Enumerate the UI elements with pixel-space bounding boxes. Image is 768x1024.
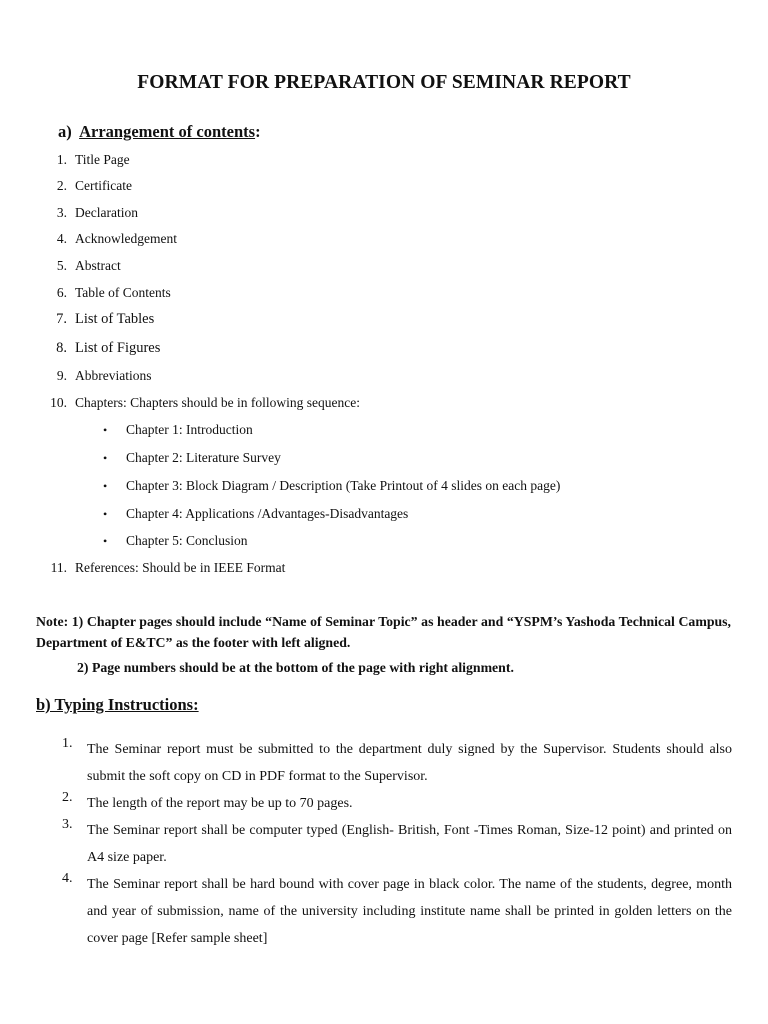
bullet-icon: •: [103, 507, 108, 521]
list-item-number: 2.: [62, 790, 73, 805]
chapter-text: Chapter 1: Introduction: [126, 422, 253, 437]
chapter-text: Chapter 5: Conclusion: [126, 533, 248, 548]
document-title: FORMAT FOR PREPARATION OF SEMINAR REPORT: [137, 72, 631, 93]
section-b-heading: b) Typing Instructions:: [36, 695, 199, 714]
list-item-number: 1.: [56, 152, 67, 167]
list-item-text: Table of Contents: [75, 285, 171, 300]
list-item-text: Certificate: [75, 178, 132, 193]
list-item-number: 10.: [50, 395, 67, 410]
list-item-number: 3.: [62, 817, 73, 832]
bullet-icon: •: [103, 479, 108, 493]
list-item-number: 9.: [56, 368, 67, 383]
chapter-text: Chapter 3: Block Diagram / Description (Take Printout of 4 slides on each page): [126, 478, 561, 493]
section-a-title: Arrangement of contents: [79, 122, 256, 141]
list-item-text: Chapters: Chapters should be in following sequence:: [75, 395, 360, 410]
list-item-number: 5.: [56, 258, 67, 273]
section-a-prefix: a): [58, 122, 72, 141]
list-item-text: Abbreviations: [75, 368, 152, 383]
chapter-text: Chapter 2: Literature Survey: [126, 450, 281, 465]
section-a-heading: [58, 122, 261, 142]
list-item-text: List of Tables: [75, 311, 155, 327]
list-item-text: Title Page: [75, 152, 130, 167]
list-item-number: 4.: [62, 871, 73, 886]
list-item-number: 1.: [62, 736, 73, 751]
list-item-text: References: Should be in IEEE Format: [75, 560, 286, 575]
list-item-text: The length of the report may be up to 70 pages.: [87, 796, 353, 811]
list-item-number: 8.: [56, 340, 67, 356]
bullet-icon: •: [103, 451, 108, 465]
chapter-text: Chapter 4: Applications /Advantages-Disadvantages: [126, 506, 409, 521]
note-page-numbers: 2) Page numbers should be at the bottom of the page with right alignment.: [77, 660, 514, 675]
list-item-text: Acknowledgement: [75, 231, 177, 246]
list-item-number: 6.: [56, 285, 67, 300]
list-item-number: 7.: [56, 311, 67, 327]
list-item-text: List of Figures: [75, 340, 161, 356]
list-item-number: 4.: [56, 231, 67, 246]
note-paragraph: Note: 1) Chapter pages should include “Name of Seminar Topic” as header and “YSPM’s Yashoda Technical Campus, Department of E&TC” as the footer with left aligned.: [36, 614, 731, 650]
list-item-text: Abstract: [75, 258, 121, 273]
list-item-number: 2.: [56, 178, 67, 193]
list-item-text: The Seminar report shall be computer typed (English- British, Font -Times Roman, Size-12 point) and printed on A4 size paper.: [87, 823, 732, 865]
list-item-text: The Seminar report shall be hard bound with cover page in black color. The name of the students, degree, month and year of submission, name of the university including institute name shall be printed in golden letters on the cover page [Refer sample sheet]: [87, 877, 732, 946]
bullet-icon: •: [103, 423, 108, 437]
section-a-colon: :: [255, 122, 261, 141]
bullet-icon: •: [103, 534, 108, 548]
list-item-number: 3.: [56, 205, 67, 220]
list-item-text: Declaration: [75, 205, 138, 220]
list-item-text: The Seminar report must be submitted to the department duly signed by the Supervisor. Students should also submit the soft copy on CD in PDF format to the Supervisor.: [87, 742, 732, 784]
list-item-number: 11.: [50, 560, 67, 575]
